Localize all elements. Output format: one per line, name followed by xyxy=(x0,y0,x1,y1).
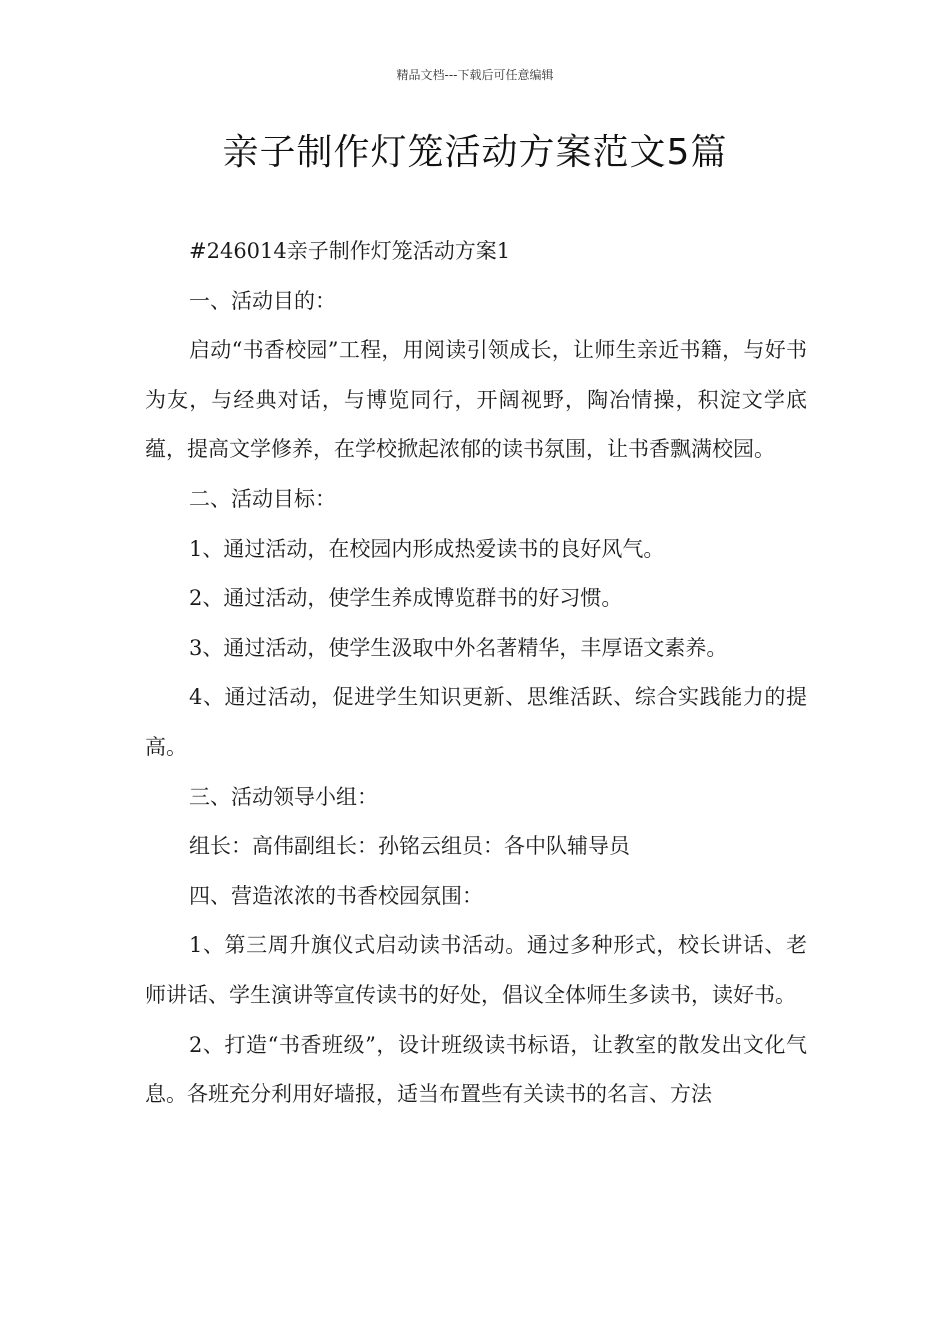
paragraph-leadership-members: 组长：高伟副组长：孙铭云组员：各中队辅导员 xyxy=(189,834,630,859)
paragraph-section-goals: 二、活动目标： xyxy=(189,486,336,511)
paragraph-purpose-text: 启动“书香校园”工程，用阅读引领成长，让师生亲近书籍，与好书为友，与经典对话，与博览同行，开阔视野，陶冶情操，积淀文学底蕴，提高文学修养，在学校掀起浓郁的读书氛围，让书香飘满校园。 xyxy=(145,338,807,462)
paragraph-goal-3: 3、通过活动，使学生汲取中外名著精华，丰厚语文素养。 xyxy=(189,635,728,660)
paragraph-goal-2: 2、通过活动，使学生养成博览群书的好习惯。 xyxy=(189,586,623,611)
paragraph-atmosphere-2: 2、打造“书香班级”，设计班级读书标语，让教室的散发出文化气息。各班充分利用好墙报，适当布置些有关读书的名言、方法 xyxy=(145,1032,807,1107)
paragraph-section-purpose: 一、活动目的： xyxy=(189,288,336,313)
paragraph-goal-1: 1、通过活动，在校园内形成热爱读书的良好风气。 xyxy=(189,536,665,561)
paragraph-section-atmosphere: 四、营造浓浓的书香校园氛围： xyxy=(189,883,483,908)
header-note: 精品文档---下载后可任意编辑 xyxy=(396,68,554,82)
paragraph-heading-plan-1: #246014亲子制作灯笼活动方案1 xyxy=(189,239,511,263)
paragraph-section-leadership: 三、活动领导小组： xyxy=(189,784,378,809)
paragraph-goal-4: 4、通过活动，促进学生知识更新、思维活跃、综合实践能力的提高。 xyxy=(145,685,807,759)
document-body xyxy=(145,227,807,1120)
paragraph-atmosphere-1: 1、第三周升旗仪式启动读书活动。通过多种形式，校长讲话、老师讲话、学生演讲等宣传读书的好处，倡议全体师生多读书，读好书。 xyxy=(145,933,807,1007)
document-title: 亲子制作灯笼活动方案范文5篇 xyxy=(222,132,728,173)
